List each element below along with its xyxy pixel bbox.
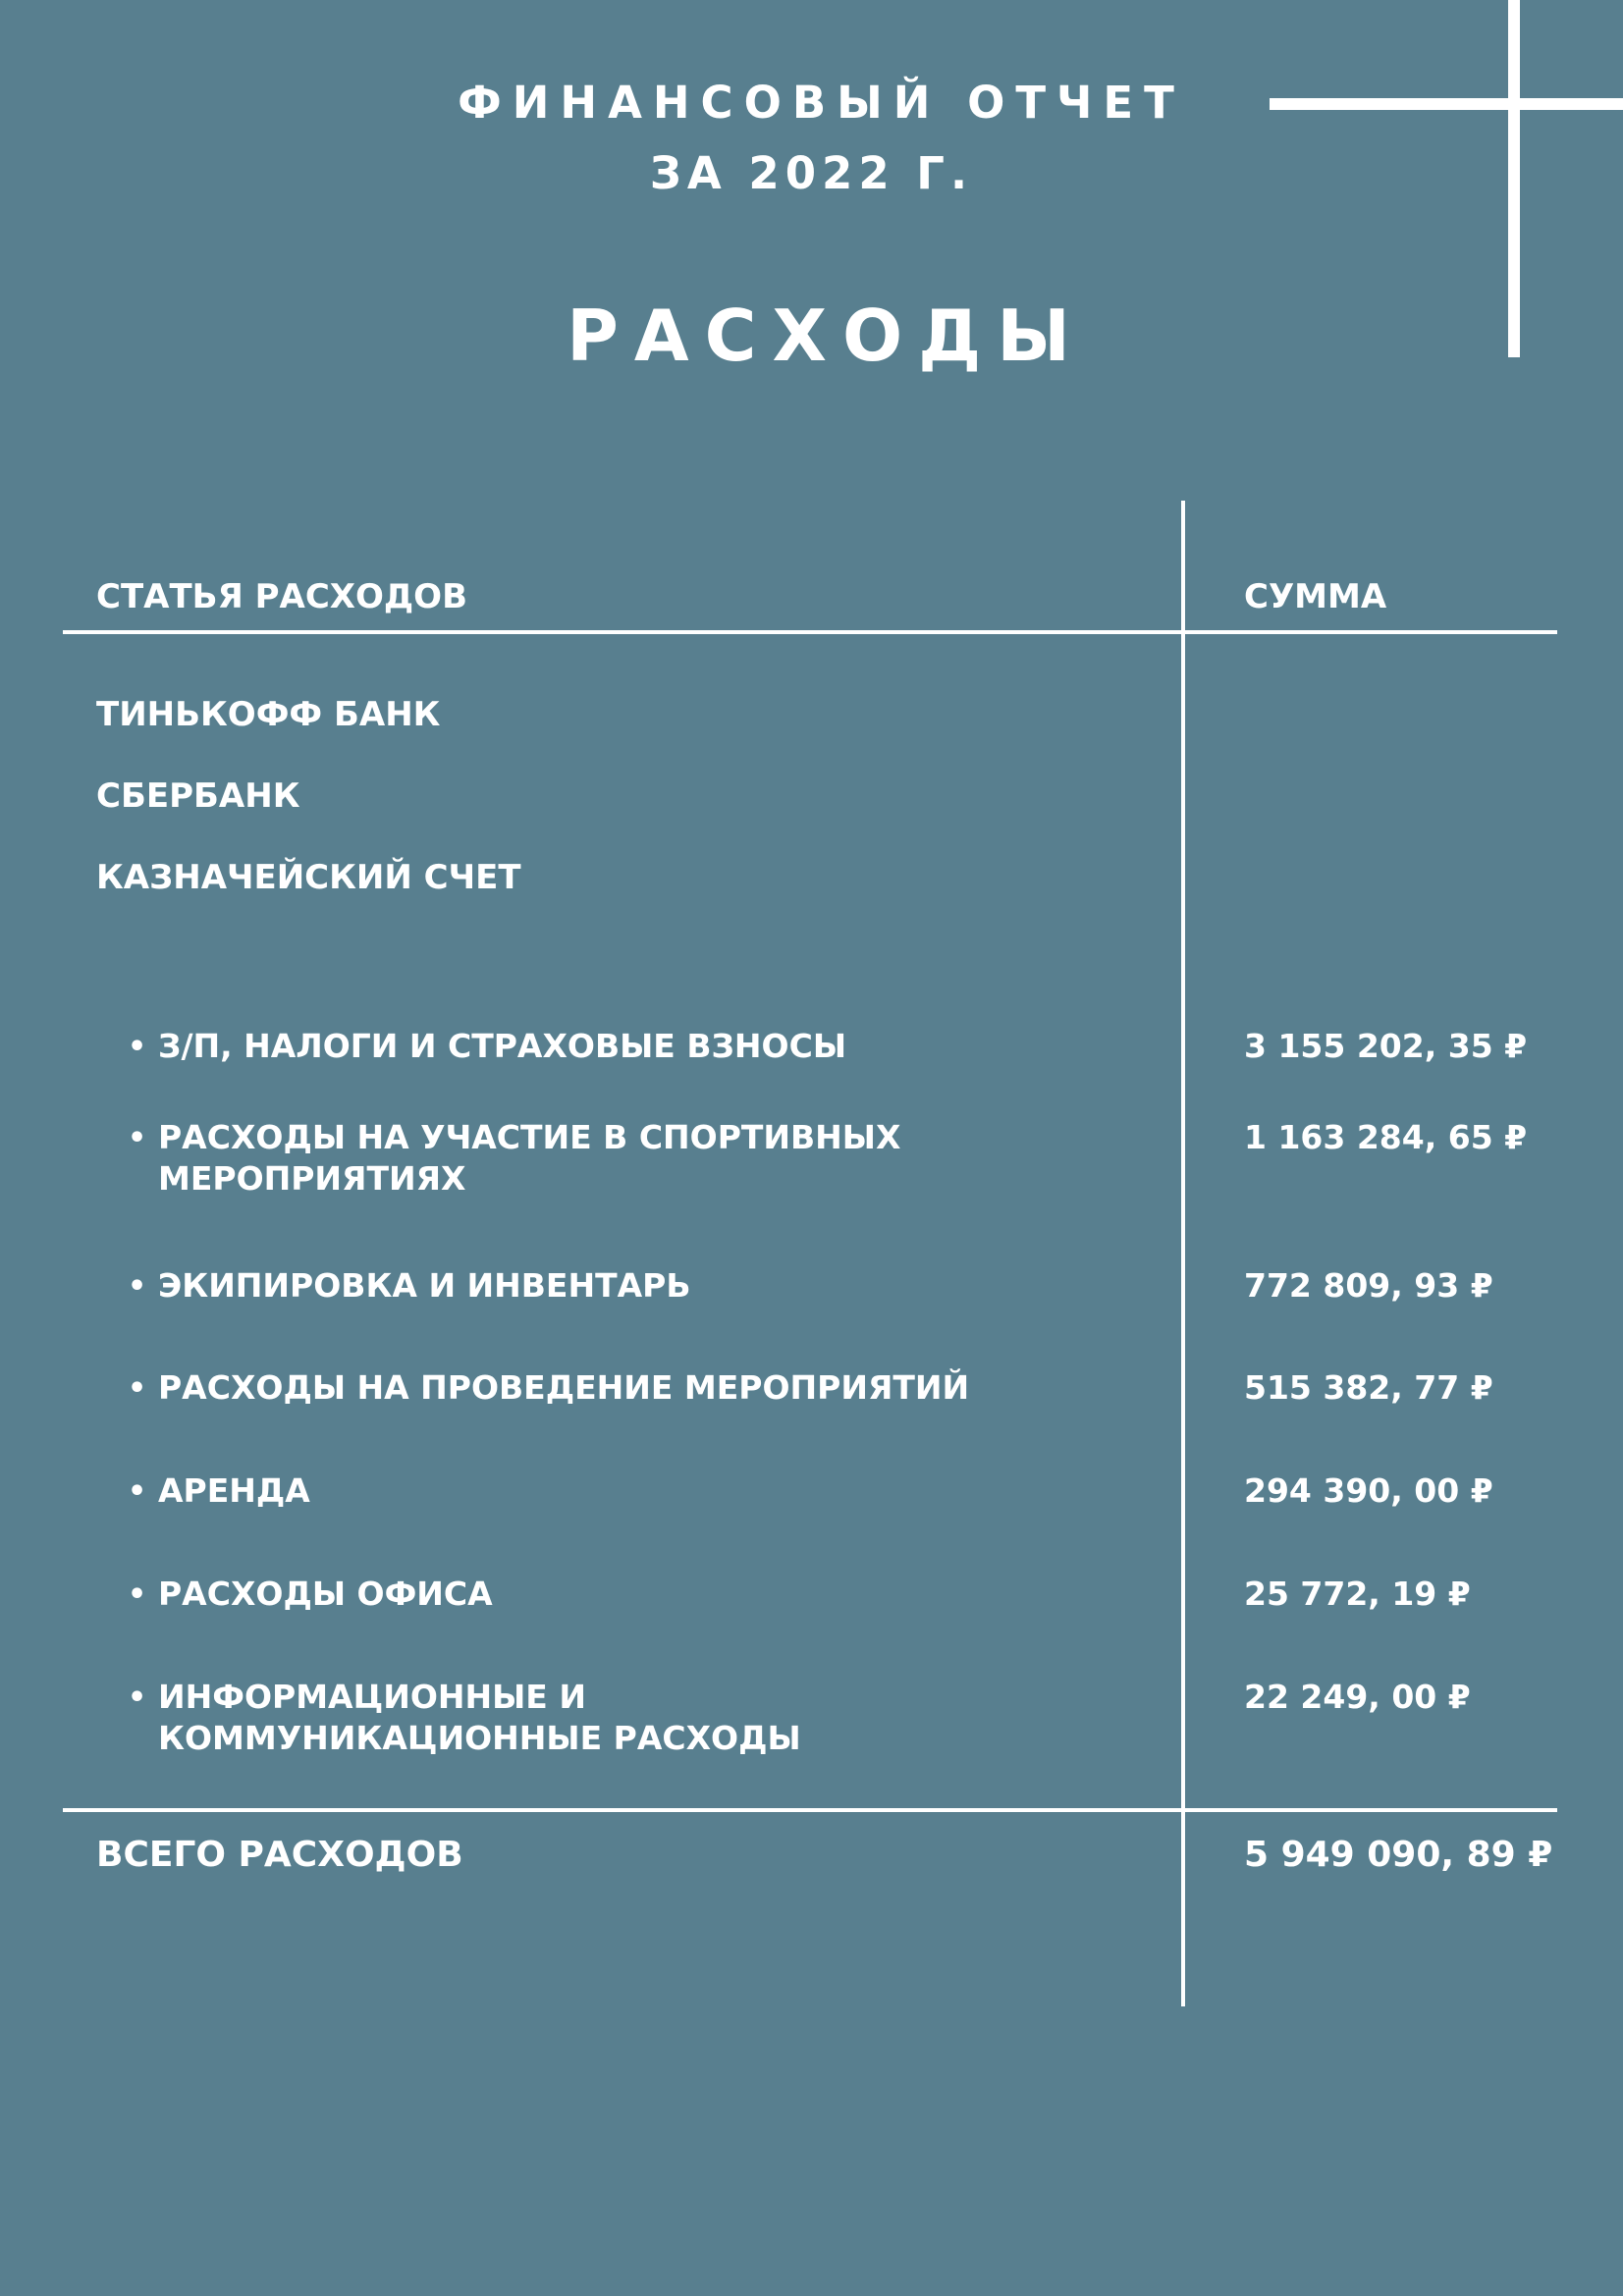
expense-item-label: РАСХОДЫ НА УЧАСТИЕ В СПОРТИВНЫХ: [158, 1118, 901, 1156]
expense-item-label: ЭКИПИРОВКА И ИНВЕНТАРЬ: [158, 1266, 691, 1305]
section-title: РАСХОДЫ: [567, 294, 1086, 377]
bullet-icon: •: [128, 1577, 147, 1612]
expense-item-label: З/П, НАЛОГИ И СТРАХОВЫЕ ВЗНОСЫ: [158, 1027, 847, 1065]
source-treasury: КАЗНАЧЕЙСКИЙ СЧЕТ: [96, 858, 521, 897]
table-header-divider: [63, 630, 1557, 634]
expense-item-amount: 22 249, 00 ₽: [1244, 1678, 1471, 1716]
column-header-item: СТАТЬЯ РАСХОДОВ: [96, 577, 467, 616]
expense-item-label: РАСХОДЫ НА ПРОВЕДЕНИЕ МЕРОПРИЯТИЙ: [158, 1368, 970, 1407]
bullet-icon: •: [128, 1030, 147, 1064]
table-total-divider: [63, 1808, 1557, 1812]
total-label: ВСЕГО РАСХОДОВ: [96, 1835, 463, 1875]
total-amount: 5 949 090, 89 ₽: [1244, 1835, 1553, 1875]
bullet-icon: •: [128, 1474, 147, 1509]
bullet-icon: •: [128, 1269, 147, 1304]
expense-item-amount: 772 809, 93 ₽: [1244, 1266, 1493, 1305]
expense-item-amount: 294 390, 00 ₽: [1244, 1471, 1493, 1510]
bullet-icon: •: [128, 1121, 147, 1155]
column-header-amount: СУММА: [1244, 577, 1387, 616]
bullet-icon: •: [128, 1371, 147, 1406]
source-tinkoff: ТИНЬКОФФ БАНК: [96, 695, 441, 734]
expense-item-amount: 515 382, 77 ₽: [1244, 1368, 1493, 1407]
expense-item-amount: 1 163 284, 65 ₽: [1244, 1118, 1528, 1156]
expense-item-amount: 3 155 202, 35 ₽: [1244, 1027, 1528, 1065]
expense-item-label: РАСХОДЫ ОФИСА: [158, 1575, 493, 1613]
report-title: ФИНАНСОВЫЙ ОТЧЕТ: [458, 77, 1185, 129]
report-period: ЗА 2022 Г.: [649, 147, 974, 199]
expense-item-label: ИНФОРМАЦИОННЫЕ И: [158, 1678, 586, 1716]
expense-item-label: АРЕНДА: [158, 1471, 310, 1510]
expense-item-amount: 25 772, 19 ₽: [1244, 1575, 1471, 1613]
bullet-icon: •: [128, 1681, 147, 1715]
expense-item-label-continued: МЕРОПРИЯТИЯХ: [158, 1159, 466, 1198]
source-sberbank: СБЕРБАНК: [96, 776, 300, 816]
expense-item-label-continued: КОММУНИКАЦИОННЫЕ РАСХОДЫ: [158, 1719, 801, 1757]
table-column-divider: [1181, 501, 1185, 2006]
